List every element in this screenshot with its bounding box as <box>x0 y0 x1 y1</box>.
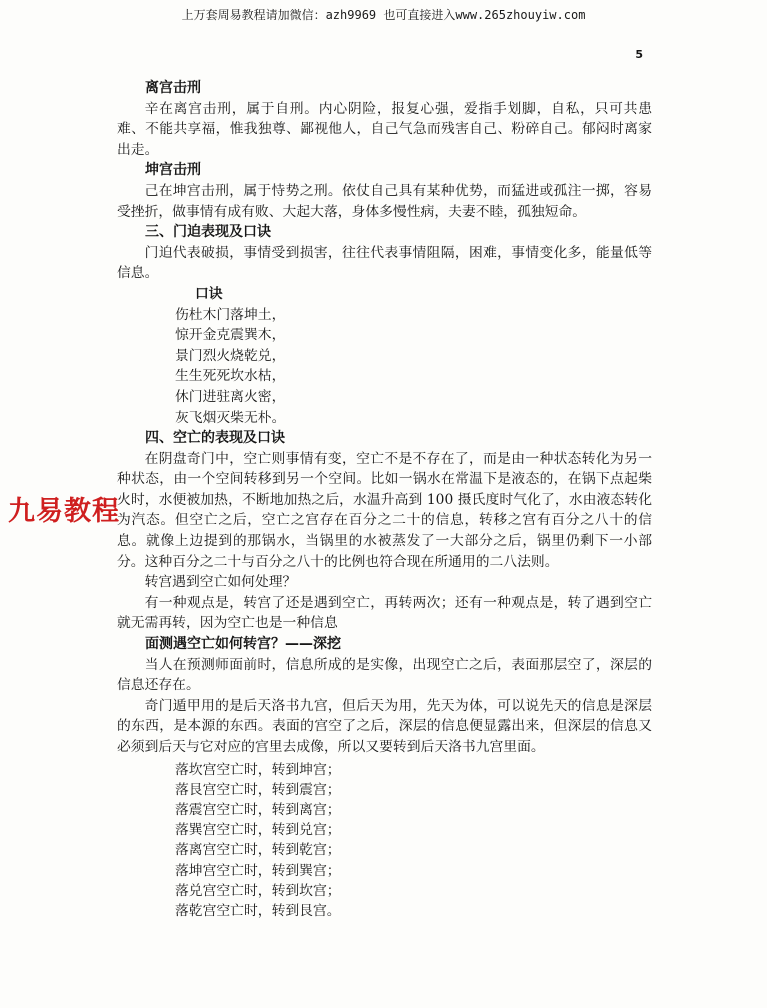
section-title-kong: 四、空亡的表现及口诀 <box>145 430 285 447</box>
rule-line: 落兑宫空亡时，转到坎宫； <box>175 882 341 899</box>
rule-line: 落坤宫空亡时，转到巽宫； <box>175 862 341 879</box>
document-body <box>117 78 652 921</box>
paragraph-zhuan-1: 当人在预测师面前时，信息所成的是实像，出现空亡之后，表面那层空了，深层的信息还存在。 <box>117 656 652 694</box>
verse-line: 惊开金克震巽木， <box>175 327 286 344</box>
rule-line: 落艮宫空亡时，转到震宫； <box>175 781 341 798</box>
section-title-zhuan: 面测遇空亡如何转宫？——深挖 <box>145 636 341 653</box>
koujue-title: 口诀 <box>195 285 223 302</box>
section-title-kun: 坤宫击刑 <box>145 162 201 179</box>
section-title-men: 三、门迫表现及口诀 <box>145 224 271 241</box>
question-answer: 有一种观点是，转宫了还是遇到空亡，再转两次；还有一种观点是，转了遇到空亡就无需再转，因为空亡也是一种信息 <box>117 594 652 632</box>
page-number: 5 <box>635 48 643 61</box>
paragraph-li: 辛在离宫击刑，属于自刑。内心阴险，报复心强，爱指手划脚，自私，只可共患难、不能共享福，惟我独尊、鄙视他人，自己气急而残害自己、粉碎自己。郁闷时离家出走。 <box>117 100 652 158</box>
paragraph-men: 门迫代表破损，事情受到损害，往往代表事情阻隔，困难，事情变化多，能量低等信息。 <box>117 244 652 282</box>
verse-line: 休门进驻离火密， <box>175 388 286 405</box>
verse-line: 景门烈火烧乾兑， <box>175 347 286 364</box>
paragraph-zhuan-2: 奇门遁甲用的是后天洛书九宫，但后天为用，先天为体，可以说先天的信息是深层的东西，是本源的东西。表面的宫空了之后，深层的信息便显露出来，但深层的信息又必须到后天与它对应的宫里去成像，所以又要转到后天洛书九宫里面。 <box>117 697 652 755</box>
question-line: 转宫遇到空亡如何处理？ <box>144 574 297 591</box>
rule-line: 落震宫空亡时，转到离宫； <box>175 802 341 818</box>
verse-block <box>117 305 652 429</box>
paragraph-kong: 在阴盘奇门中，空亡则事情有变，空亡不是不存在了，而是由一种状态转化为另一种状态，由一个空间转移到另一个空间。比如一锅水在常温下是液态的，在锅下点起柴火时，水便被加热，不断地加热之后，水温升高到 100 摄氏度时气化了，水由液态转化为汽态。但空亡之后，空亡之宫存在百分之二十的信息，转移之宫有百分之八十的信息。就像上边提到的那锅水，当锅里的水被蒸发了一大部分之后，锅里仍剩下一小部分。这种百分之二十与百分之八十的比例也符合现在所通用的二八法则。 <box>117 450 652 570</box>
paragraph-kun: 己在坤宫击刑，属于恃势之刑。依仗自己具有某种优势，而猛进或孤注一掷，容易受挫折，做事情有成有败、大起大落，身体多慢性病，夫妻不睦，孤独短命。 <box>117 182 652 220</box>
section-title-li: 离宫击刑 <box>145 80 201 96</box>
rules-list <box>117 760 652 922</box>
rule-line: 落坎宫空亡时，转到坤宫； <box>175 761 341 778</box>
verse-line: 灰飞烟灭柴无朴。 <box>175 409 286 426</box>
verse-line: 生生死死坎水枯， <box>175 368 286 385</box>
page-header: 上万套周易教程请加微信：azh9969 也可直接进入www.265zhouyiw.com <box>181 8 586 22</box>
watermark-logo: 九易教程 <box>8 496 120 527</box>
rule-line: 落离宫空亡时，转到乾宫； <box>175 842 341 859</box>
rule-line: 落乾宫空亡时，转到艮宫。 <box>175 903 341 920</box>
rule-line: 落巽宫空亡时，转到兑宫； <box>175 822 341 839</box>
verse-line: 伤杜木门落坤土， <box>175 306 286 323</box>
